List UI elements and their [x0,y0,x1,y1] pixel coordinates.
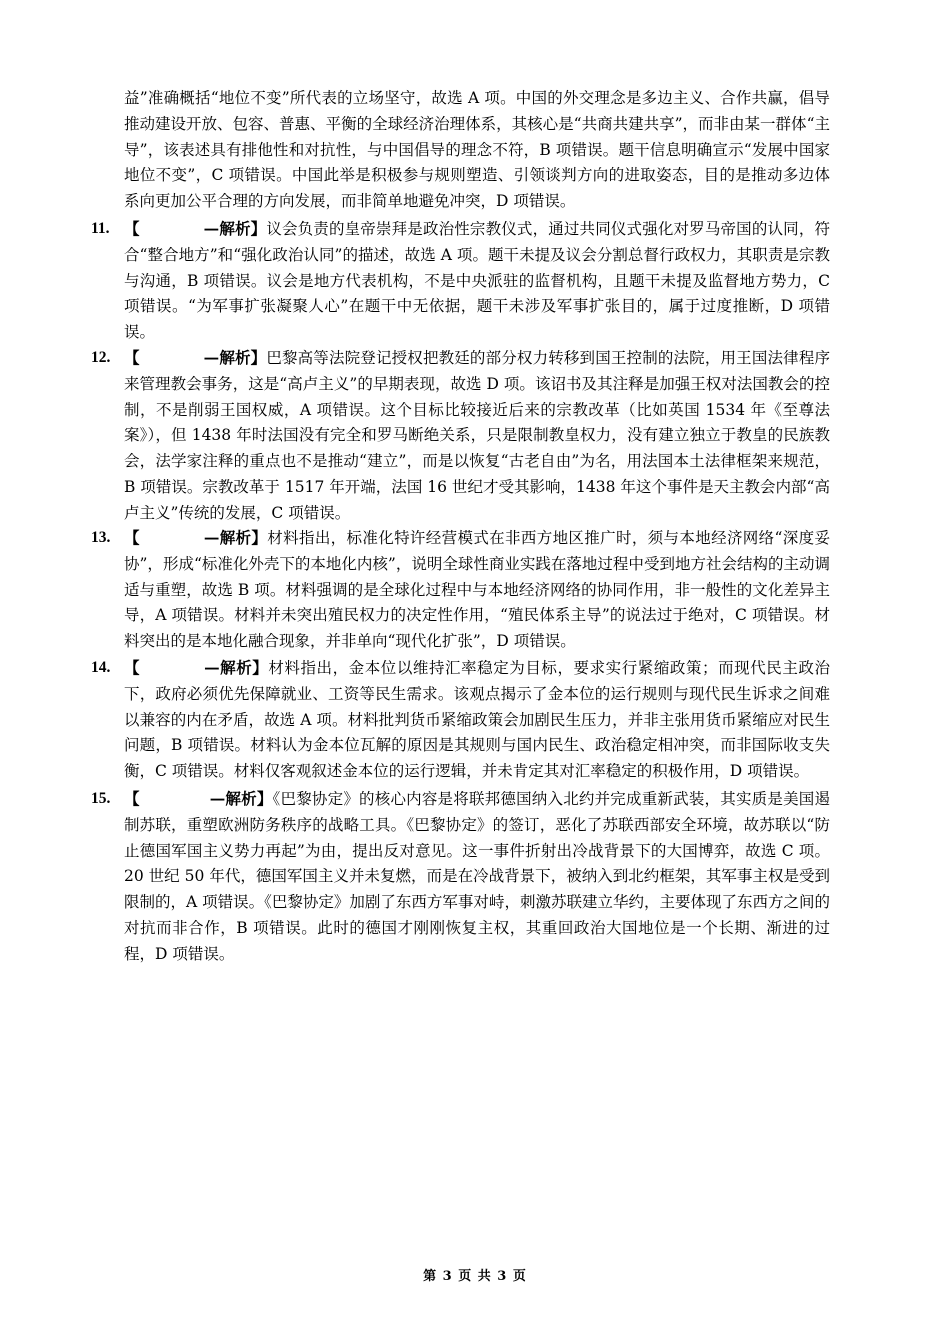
analysis-text: 巴黎高等法院登记授权把教廷的部分权力转移到国王控制的法院，用王国法律程序来管理教会事务，这是“高卢主义”的早期表现，故选 D 项。该诏书及其注释是加强王权对法国教会的控制，不是削弱王国权威，A 项错误。这个目标比较接近后来的宗教改革（比如英国 1534 年《至尊法案》），但 1438 年时法国没有完全和罗马断绝关系，只是限制教皇权力，没有建立独立于教皇的民族教会，法学家注释的重点也不是推动“建立”，而是以恢复“古老自由”为名，用法国本土法律框架来规范，B 项错误。宗教改革于 1517 年开端，法国 16 世纪才受其影响，1438 年这个事件是天主教会内部“高卢主义”传统的发展，C 项错误。 [124,349,830,522]
analysis-label: —解析】 [209,789,273,808]
answer-paragraph-11 [124,216,830,346]
bracket-open: 【 [124,789,140,808]
item-number-13: 13. [91,529,111,546]
answer-paragraph-13 [124,525,830,655]
page-footer: 第 3 页 共 3 页 [423,1269,527,1284]
analysis-text: 材料指出，金本位以维持汇率稳定为目标，要求实行紧缩政策；而现代民主政治下，政府必须优先保障就业、工资等民生需求。该观点揭示了金本位的运行规则与现代民生诉求之间难以兼容的内在矛盾，故选 A 项。材料批判货币紧缩政策会加剧民生压力，并非主张用货币紧缩应对民生问题，B 项错误。材料认为金本位瓦解的原因是其规则与国内民生、政治稳定相冲突，而非国际收支失衡，C 项错误。材料仅客观叙述金本位的运行逻辑，并未肯定其对汇率稳定的积极作用，D 项错误。 [124,659,830,781]
answer-paragraph-15 [124,786,830,968]
item-number-15: 15. [91,790,111,807]
analysis-label: —解析】 [203,528,268,547]
analysis-label: —解析】 [203,348,267,367]
analysis-text: 议会负责的皇帝崇拜是政治性宗教仪式，通过共同仪式强化对罗马帝国的认同，符合“整合地方”和“强化政治认同”的描述，故选 A 项。题干未提及议会分割总督行政权力，其职责是宗教与沟通，B 项错误。议会是地方代表机构，不是中央派驻的监督机构，且题干未提及监督地方势力，C 项错误。“为军事扩张凝聚人心”在题干中无依据，题干未涉及军事扩张目的，属于过度推断，D 项错误。 [124,220,830,342]
analysis-label: —解析】 [203,219,267,238]
analysis-label: —解析】 [204,658,269,677]
bracket-open: 【 [124,348,140,367]
item-number-11: 11. [91,220,110,237]
item-number-12: 12. [91,349,111,366]
intro-paragraph: 益”准确概括“地位不变”所代表的立场坚守，故选 A 项。中国的外交理念是多边主义、合作共赢，倡导推动建设开放、包容、普惠、平衡的全球经济治理体系，其核心是“共商共建共享”，而非由某一群体“主导”，该表述具有排他性和对抗性，与中国倡导的理念不符，B 项错误。题干信息明确宣示“发展中国家地位不变”，C 项错误。中国此举是积极参与规则塑造、引领谈判方向的进取姿态，目的是推动多边体系向更加公平合理的方向发展，而非简单地避免冲突，D 项错误。 [124,89,830,211]
bracket-open: 【 [124,528,140,547]
analysis-text: 《巴黎协定》的核心内容是将联邦德国纳入北约并完成重新武装，其实质是美国遏制苏联，重塑欧洲防务秩序的战略工具。《巴黎协定》的签订，恶化了苏联西部安全环境，故苏联以“防止德国军国主义势力再起”为由，提出反对意见。这一事件折射出冷战背景下的大国博弈，故选 C 项。20 世纪 50 年代，德国军国主义并未复燃，而是在冷战背景下，被纳入到北约框架，其军事主权是受到限制的，A 项错误。《巴黎协定》加剧了东西方军事对峙，刺激苏联建立华约，主要体现了东西方之间的对抗而非合作，B 项错误。此时的德国才刚刚恢复主权，其重回政治大国地位是一个长期、渐进的过程，D 项错误。 [124,790,830,963]
answer-paragraph-12 [124,345,830,527]
answer-paragraph-14 [124,655,830,785]
analysis-text: 材料指出，标准化特许经营模式在非西方地区推广时，须与本地经济网络“深度妥协”，形成“标准化外壳下的本地化内核”，说明全球性商业实践在落地过程中受到地方社会结构的主动调适与重塑，故选 B 项。材料强调的是全球化过程中与本地经济网络的协同作用，非一般性的文化差异主导，A 项错误。材料并未突出殖民权力的决定性作用，“殖民体系主导”的说法过于绝对，C 项错误。材料突出的是本地化融合现象，并非单向“现代化扩张”，D 项错误。 [124,529,830,651]
item-number-14: 14. [91,659,111,676]
bracket-open: 【 [124,219,140,238]
bracket-open: 【 [124,658,141,677]
